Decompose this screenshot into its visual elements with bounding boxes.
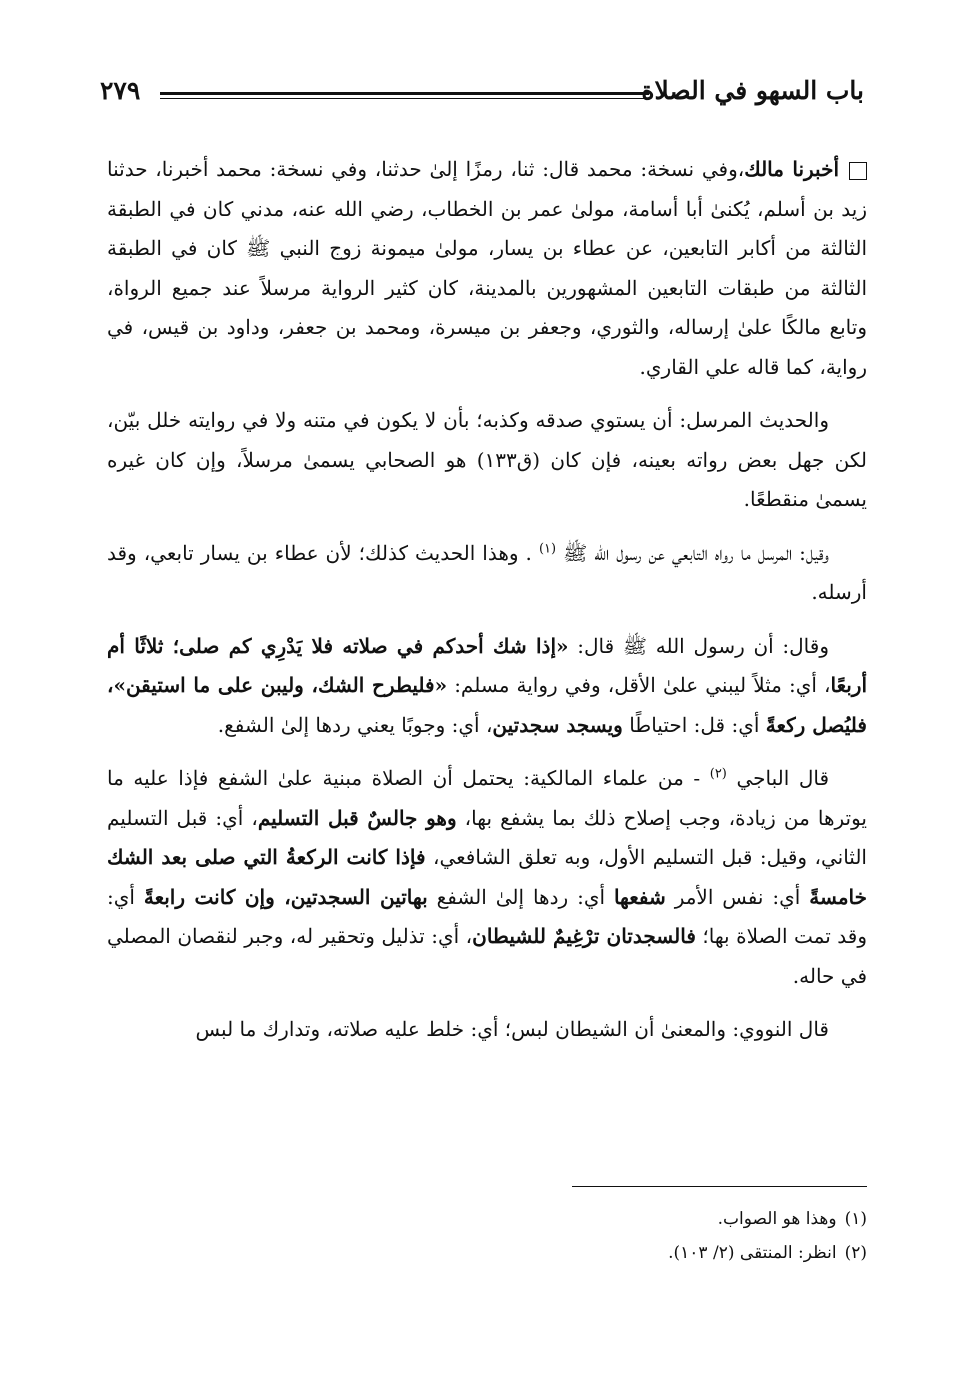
footnote-ref-2[interactable]: (٢) [709, 766, 727, 782]
paragraph-text: قال الباجي [736, 766, 830, 790]
hadith-text: «إذا شك أحدكم في صلاته فلا يَدْرِي كم صلى؛ ثلاثًا أم أربعًا [107, 633, 868, 697]
paragraph-text: أي: نفس الأمر [665, 884, 810, 909]
paragraph-text: ، أي: تذليل وتحقير له، وجبر لنقصان المصلي في حاله. [107, 924, 867, 988]
paragraph-2 [107, 401, 867, 520]
paragraph-text: أي: وقد تمت الصلاة بها؛ [107, 884, 868, 948]
paragraph-5 [107, 759, 867, 996]
footnote-number: (٢) [844, 1243, 867, 1263]
paragraph-3 [107, 534, 867, 613]
paragraph-text: أي: قل: احتياطًا [622, 712, 766, 737]
paragraph-text: ،وفي نسخة: محمد قال: ثنا، رمزًا إلىٰ حدثنا، وفي نسخة: محمد أخبرنا، حدثنا زيد بن أسلم، يُكنىٰ أبا أسامة، مولىٰ عمر بن الخطاب، رضي الله عنه، مدني كان في الطبقة الثالثة من أكابر التابعين، عن عطاء بن يسار، مولىٰ ميمونة زوج النبي ﷺ كان في الطبقة الثالثة من طبقات التابعين المشهورين بالمدينة، كان كثير الرواية مرسلاً عند جميع الرواة، وتابع مالكًا علىٰ إرساله، والثوري، وجعفر بن ميسرة، ومحمد بن جعفر، وداود بن قيس، في رواية، كما قاله علي القاري. [107, 157, 867, 379]
page-header [100, 72, 864, 112]
hadith-text: ويسجد سجدتين [492, 712, 623, 737]
paragraph-text: - من علماء المالكية: يحتمل أن الصلاة مبنية علىٰ الشفع فإذا عليه ما يوترها من زيادة، وجب إصلاح ذلك بما يشفع بها، [107, 766, 867, 830]
hadith-text: وهو جالسٌ قبل التسليم [257, 805, 457, 830]
paragraph-text: والحديث المرسل: أن يستوي صدقه وكذبه؛ بأن لا يكون في متنه ولا في روايته خلل بيّن، لكن جهل بعض رواته بعينه، فإن كان (ق١٣٣) هو الصحابي يسمىٰ مرسلاً، وإن كان غيره يسمىٰ منقطعًا. [107, 408, 867, 511]
footnote-number: (١) [844, 1209, 867, 1229]
page-number: ٢٧٩ [100, 76, 141, 105]
footnote-text: انظر: المنتقى (٢/ ١٠٣). [668, 1243, 837, 1263]
header-rule [160, 92, 649, 99]
paragraph-text: ، أي: قبل التسليم الثاني، وقيل: قبل التسليم الأول، وبه تعلق الشافعي، [107, 805, 867, 869]
paragraph-text: وقال: أن رسول الله ﷺ قال: [568, 633, 829, 658]
paragraph-text: أي: ردها إلىٰ الشفع [427, 884, 614, 909]
paragraph-4 [107, 627, 867, 746]
paragraph-text: وقيل: المرسل ما رواه التابعي عن رسول الله ﷺ [563, 540, 829, 565]
footnote-ref-1[interactable]: (١) [538, 540, 557, 556]
paragraph-text: ، أي: وجوبًا يعني ردها إلىٰ الشفع. [217, 712, 493, 737]
footnote-text: وهذا هو الصواب. [717, 1209, 837, 1229]
main-text [107, 150, 867, 1064]
hadith-text: «فليطرح الشك، وليبن على ما استيقن»، فليُصل ركعةً [107, 673, 867, 737]
paragraph-6 [107, 1010, 867, 1050]
paragraph-text: . وهذا الحديث كذلك؛ لأن عطاء بن يسار تابعي، وقد أرسله. [107, 540, 867, 604]
footnote-2 [300, 1236, 867, 1270]
lead-bold-text: أخبرنا مالك [744, 157, 839, 181]
hadith-text: بهاتين السجدتين، وإن كانت رابعةً [143, 884, 428, 909]
paragraph-text: ، أي: مثلاً ليبني علىٰ الأقل، وفي رواية مسلم: [447, 673, 831, 697]
footnotes [300, 1202, 867, 1270]
hadith-text: شفعها [613, 884, 666, 909]
square-marker-icon [849, 162, 867, 180]
footnote-separator [572, 1186, 867, 1187]
hadith-text: فالسجدتان ترْغِيمٌ للشيطان [472, 924, 696, 948]
paragraph-text: قال النووي: والمعنىٰ أن الشيطان لبس؛ أي: خلط عليه صلاته، وتدارك ما لبس [195, 1017, 829, 1041]
footnote-1 [300, 1202, 867, 1236]
hadith-text: فإذا كانت الركعةُ التي صلى بعد الشك خامسةً [107, 845, 867, 909]
paragraph-1 [107, 150, 867, 387]
running-title: باب السهو في الصلاة [641, 76, 864, 105]
